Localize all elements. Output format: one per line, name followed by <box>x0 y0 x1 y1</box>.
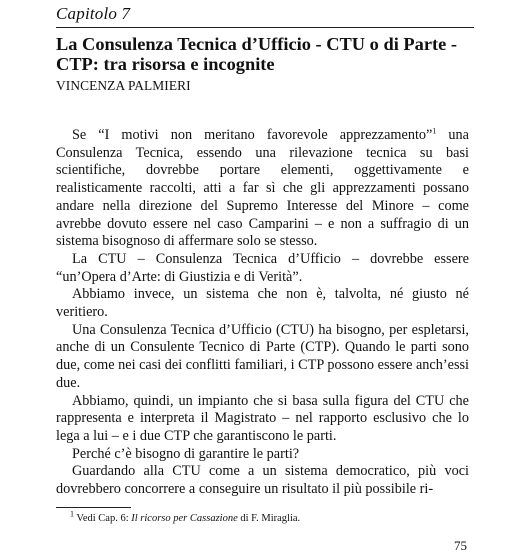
paragraph-1 <box>56 127 469 251</box>
paragraph-5: Abbiamo, quindi, un impianto che si basa sulla figura del CTU che rappresenta e interpreta il Magistrato – nel rapporto esclusivo che lo lega a lui – e i due CTP che garantiscono le parti. <box>56 392 469 444</box>
paragraph-6: Perché c’è bisogno di garantire le parti? <box>72 445 300 462</box>
body-text <box>56 127 469 499</box>
paragraph-1-lead: Se “I motivi non meritano favorevole apprezzamento” <box>72 127 433 143</box>
article-title: La Consulenza Tecnica d’Ufficio - CTU o di Parte - CTP: tra risorsa e incognite <box>56 34 458 74</box>
paragraph-3: Abbiamo invece, un sistema che non è, talvolta, né giusto né veritiero. <box>56 286 469 321</box>
paragraph-1-rest: una Consulenza Tecnica, essendo una rilevazione tecnica su basi scientifiche, dovrebbe portare elementi, oggettivamente e realisticamente raccolti, atti a far sì che gli apprezzamenti possano andare nella direzione del Supremo Interesse del Minore – come avrebbe dovuto essere nel caso Camparini – e non a suffragio di un sistema bisognoso di affermare solo se stesso. <box>56 127 470 250</box>
paragraph-7: Guardando alla CTU come a un sistema democratico, più voci dovrebbero concorrere a conseguire un risultato il più possibile ri- <box>56 463 469 498</box>
header-rule <box>56 27 474 28</box>
footnote-suffix: di F. Miraglia. <box>237 513 301 524</box>
footnote-number: 1 <box>70 509 74 519</box>
author-name: VINCENZA PALMIERI <box>56 78 191 93</box>
footnote-rule <box>56 507 131 508</box>
footnote <box>70 509 301 525</box>
footnote-cited-title: Il ricorso per Cassazione <box>131 513 238 524</box>
paragraph-4: Una Consulenza Tecnica d’Ufficio (CTU) ha bisogno, per espletarsi, anche di un Consulente Tecnico di Parte (CTP). Quando le parti sono due, come nei casi dei conflitti familiari, i CTP possono essere anch’essi due. <box>56 321 470 391</box>
chapter-label: Capitolo 7 <box>56 4 131 23</box>
page-number: 75 <box>454 538 467 553</box>
footnote-ref: 1 <box>432 126 437 136</box>
paragraph-2: La CTU – Consulenza Tecnica d’Ufficio – dovrebbe essere “un’Opera d’Arte: di Giustizia e di Verità”. <box>56 250 469 285</box>
footnote-prefix: Vedi Cap. 6: <box>74 513 132 524</box>
